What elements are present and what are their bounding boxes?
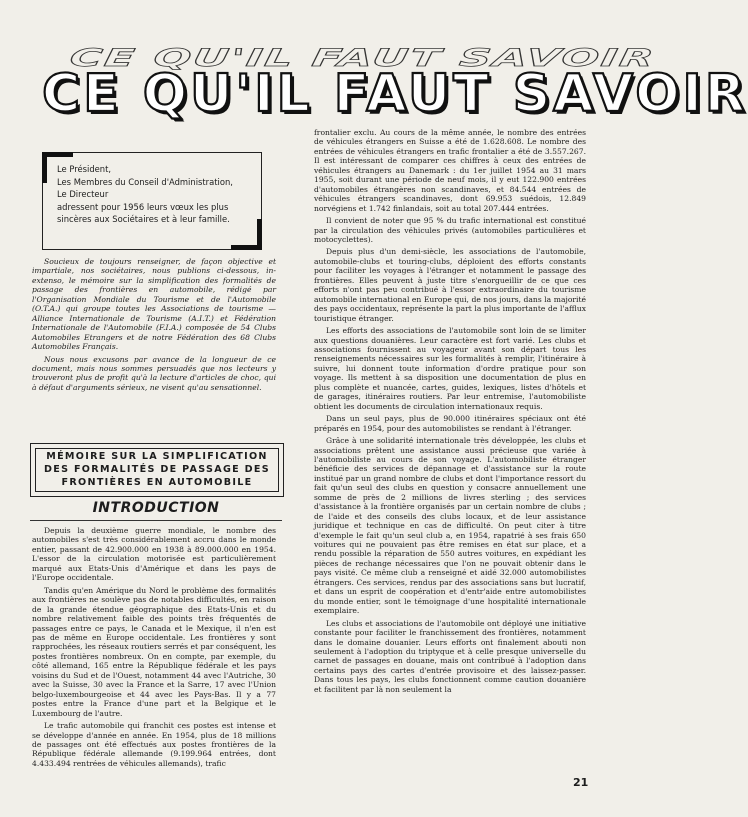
divider <box>30 520 282 521</box>
memoire-title: MÉMOIRE SUR LA SIMPLIFICATION DES FORMALITÉS DE PASSAGE DES FRONTIÈRES EN AUTOMOBILE <box>35 448 279 492</box>
page-title <box>40 42 748 137</box>
greeting-line: Le Directeur <box>57 189 109 200</box>
greeting-line: Les Membres du Conseil d'Administration, <box>57 176 233 187</box>
page-number: 21 <box>573 776 589 789</box>
title-shadow-text: CE QU'IL FAUT SAVOIR <box>68 44 658 73</box>
editorial-intro <box>32 257 276 395</box>
body-paragraph: Les clubs et associations de l'automobile ont déployé une initiative constante pour faciliter le franchissement des frontières, notamment dans le domaine douanier. Leurs efforts ont finalement abouti non seulement à l'adoption du triptyque et à celle presque universelle du carnet de passages en douane, mais ont contribué à l'adoption dans certains pays des cartes d'entrée provisoire et des laissez-passer. Dans tous les pays, les clubs fonctionnent comme caution douanière et facilitent par là non seulement la <box>314 618 586 694</box>
greeting-line: Le Président, <box>57 164 112 174</box>
greeting-box <box>42 152 262 250</box>
body-paragraph: Dans un seul pays, plus de 90.000 itinéraires spéciaux ont été préparés en 1954, pour des automobilistes se rendant à l'étranger. <box>314 414 586 433</box>
greeting-text <box>57 163 255 226</box>
body-paragraph: Il convient de noter que 95 % du trafic international est constitué par la circulation des véhicules privés (automobiles particulières et motocyclettes). <box>314 216 586 244</box>
title-text: CE QU'IL FAUT SAVOIR <box>42 64 748 124</box>
intro-paragraph: Soucieux de toujours renseigner, de façon objective et impartiale, nos sociétaires, nous publions ci-dessous, in-extenso, le mémoire sur la simplification des formalités de passage des frontières en automobile, rédigé par l'Organisation Mondiale du Tourisme et de l'Automobile (O.T.A.) qui groupe toutes les Associations de tourisme — Alliance Internationale de Tourisme (A.I.T.) et Fédération Internationale de l'Automobile (F.I.A.) composée de 54 Clubs Automobiles Etrangers et de notre Fédération des 68 Clubs Automobiles Français. <box>32 257 276 352</box>
greeting-line: sincères aux Sociétaires et à leur famille. <box>57 214 230 225</box>
introduction-heading: INTRODUCTION <box>92 500 220 516</box>
body-paragraph: Tandis qu'en Amérique du Nord le problème des formalités aux frontières ne soulève pas de notables difficultés, en raison de la grande étendue géographique des Etats-Unis et du nombre relativement faible des points très fréquentés de passages entre ce pays, le Canada et le Mexique, il n'en est pas de même en Europe occidentale. Les frontières y sont rapprochées, les réseaux routiers serrés et par conséquent, les postes frontières nombreux. On en compte, par exemple, du côté allemand, 165 entre la République fédérale et les pays voisins du Sud et de l'Ouest, notamment 44 avec l'Autriche, 30 avec la Suisse, 30 avec la France et la Sarre, 17 avec l'Union belgo-luxembourgeoise et 44 avec les Pays-Bas. Il y a 77 postes entre la France d'une part et la Belgique et le Luxembourg de l'autre. <box>32 585 276 718</box>
body-paragraph: Grâce à une solidarité internationale très développée, les clubs et associations prêtent une assistance aussi précieuse que variée à l'automobiliste au cours de son voyage. L'automobiliste étranger bénéficie des services de dépannage et d'assistance sur la route institué par un grand nombre de clubs et dont l'importance ressort du fait qu'un seul des clubs en question y consacre annuellement une somme de près de 2 millions de livres sterling ; des services d'assistance à la frontière organisés par un certain nombre de clubs ; de l'aide et des conseils des clubs locaux, et de leur assistance juridique et technique en cas de difficulté. On peut citer à titre d'exemple le fait qu'un seul club a, en 1954, rapatrié à ses frais 650 voitures qui ne pouvaient pas être remises en état sur place, et a rendu possible la réparation de 550 autres voitures, en expédiant les pièces de rechange nécessaires que l'on ne pouvait obtenir dans le pays visité. Ce même club a renseigné et aidé 32.000 automobilistes étrangers. Ces services, rendus par des associations sans but lucratif, et dans un esprit de coopération et d'entr'aide entre automobilistes du monde entier, sont le témoignage d'une hospitalité internationale exemplaire. <box>314 436 586 616</box>
body-paragraph: Le trafic automobile qui franchit ces postes est intense et se développe d'année en année. En 1954, plus de 18 millions de passages ont été effectués aux postes frontières de la République fédérale allemande (9.199.964 entrées, dont 4.433.494 rentrées de véhicules allemands), trafic <box>32 721 276 768</box>
body-paragraph: Les efforts des associations de l'automobile sont loin de se limiter aux questions douanières. Leur caractère est fort varié. Les clubs et associations fournissent au voyageur avant son départ tous les renseignements nécessaires sur les formalités à remplir, l'itinéraire à suivre, lui donnent toute information d'ordre pratique pour son voyage. Ils mettent à sa disposition une documentation de plus en plus complète et nuancée, cartes, guides, lexiques, listes d'hôtels et de garages, itinéraires routiers. Par leur entremise, l'automobiliste obtient les documents de circulation internationaux requis. <box>314 326 586 411</box>
body-paragraph: Depuis plus d'un demi-siècle, les associations de l'automobile, automobile-clubs et touring-clubs, déploient des efforts constants pour faciliter les voyages à l'étranger et notamment le passage des frontières. Elles peuvent à juste titre s'enorgueillir de ce que ces efforts n'ont pas peu contribué à l'essor extraordinaire du tourisme automobile international en Europe qui, de nos jours, dans la majorité des pays occidentaux, représente la part la plus importante de l'afflux touristique étranger. <box>314 247 586 323</box>
body-paragraph: frontalier exclu. Au cours de la même année, le nombre des entrées de véhicules étrangers en Suisse a été de 1.628.608. Le nombre des entrées de véhicules étrangers en trafic frontalier a été de 3.557.267. Il est intéressant de comparer ces chiffres à ceux des entrées de véhicules étrangers au Danemark : du 1er juillet 1954 au 31 mars 1955, soit durant une période de neuf mois, il y eut 122.900 entrées d'automobiles étrangères non scandinaves, et 84.544 entrées de véhicules étrangers scandinaves, dont 69.953 suédois, 12.849 norvégiens et 1.742 finlandais, soit au total 207.444 entrées. <box>314 128 586 213</box>
right-column-body <box>314 128 586 697</box>
memoire-title-box <box>30 443 284 497</box>
body-paragraph: Depuis la deuxième guerre mondiale, le nombre des automobiles s'est très considérablement accru dans le monde entier, passant de 42.900.000 en 1938 à 89.000.000 en 1954. L'essor de la circulation motorisée est particulièrement marqué aux Etats-Unis d'Amérique et dans les pays de l'Europe occidentale. <box>32 526 276 583</box>
greeting-line: adressent pour 1956 leurs vœux les plus <box>57 201 229 212</box>
intro-paragraph: Nous nous excusons par avance de la longueur de ce document, mais nous sommes persuadés que nos lecteurs y trouveront plus de profit qu'à la lecture d'articles de choc, qui à défaut d'arguments sérieux, ne visent qu'au sensationnel. <box>32 354 276 392</box>
left-column-body <box>32 526 276 771</box>
